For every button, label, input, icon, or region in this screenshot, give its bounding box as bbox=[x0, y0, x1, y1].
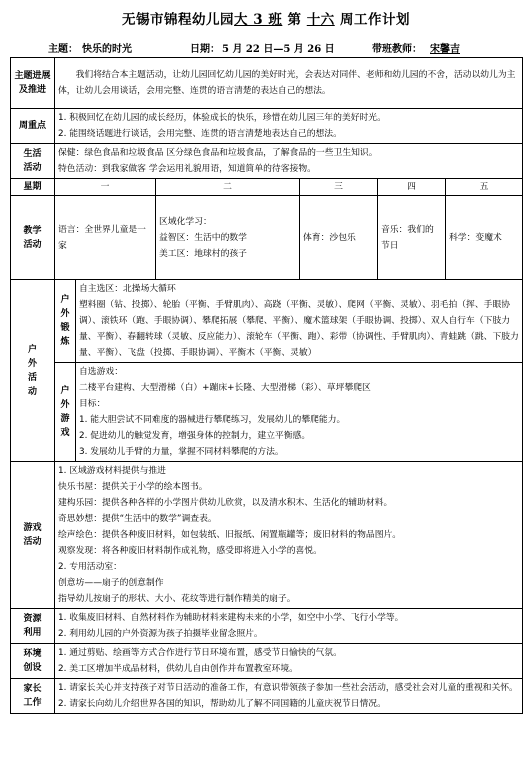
resources-label: 资源 利用 bbox=[11, 609, 55, 644]
row-parent-work bbox=[11, 679, 523, 714]
weekly-focus-text: 1. 积极回忆在幼儿园的成长经历，体验成长的快乐，珍惜在幼儿园三年的美好时光。 2. 能围绕话题进行谈话，会用完整、连贯的语言清楚地表达自己的想法。 bbox=[55, 109, 523, 144]
date-value: 5 月 22 日—5 月 26 日 bbox=[222, 44, 335, 55]
week-number: 十六 bbox=[306, 12, 335, 28]
theme-progress-text: 我们将结合本主题活动，让幼儿园回忆幼儿园的美好时光，会表达对同伴、老师和幼儿园的不舍，活动以幼儿为主体，让幼儿会用谈话，会用完整、连贯的语言清楚的表达自己的想法。 bbox=[55, 58, 523, 109]
environment-label: 环境 创设 bbox=[11, 644, 55, 679]
row-environment bbox=[11, 644, 523, 679]
date-label: 日期： bbox=[190, 44, 220, 55]
kindergarten-name: 无锡市锦程幼儿园 bbox=[122, 12, 235, 28]
class-name: 大 3 班 bbox=[234, 12, 283, 28]
play-activities-text: 1. 区域游戏材料提供与推进 快乐书屋：提供关于小学的绘本图书。 建构乐园：提供各种各样的小学图片供幼儿欣赏，以及清水积木、生活化的辅助材料。 奇思妙想：提供“生活中的数学”调查表。 绘声绘色：提供各种废旧材料，如包装纸、旧报纸、闲置瓶罐等；废旧材料的物品图片。 观察发现：将各种废旧材料制作成礼物，感受即将进入小学的喜悦。 2. 专用活动室： 创意坊——扇子的创意制作 指导幼儿按扇子的形状、大小、花纹等进行制作精美的扇子。 bbox=[55, 462, 523, 609]
teaching-fri: 科学：变魔术 bbox=[446, 196, 523, 280]
theme-label: 主题： bbox=[48, 44, 78, 55]
parent-work-text: 1. 请家长关心并支持孩子对节日活动的准备工作，有意识带领孩子参加一些社会活动，感受社会对儿童的重视和关怀。 2. 请家长向幼儿介绍世界各国的知识，帮助幼儿了解不同国籍的儿童庆祝节日情况。 bbox=[55, 679, 523, 714]
weekly-plan-table bbox=[10, 57, 523, 714]
teacher-value: 宋馨吉 bbox=[430, 44, 460, 55]
page-title bbox=[0, 8, 532, 28]
day-mon: 一 bbox=[55, 179, 156, 196]
play-activities-label: 游戏 活动 bbox=[11, 462, 55, 609]
outdoor-label: 户 外 活 动 bbox=[11, 280, 55, 462]
meta-line bbox=[0, 40, 532, 56]
teaching-thu: 音乐：我们的节日 bbox=[378, 196, 446, 280]
row-play-activities bbox=[11, 462, 523, 609]
teaching-mon: 语言：全世界儿童是一家 bbox=[55, 196, 156, 280]
outdoor-game-text: 自选游戏： 二楼平台建构、大型滑梯（白）+蹦床+长隆、大型滑梯（彩）、草坪攀爬区 目标： 1. 能大胆尝试不同难度的器械进行攀爬练习，发展幼儿的攀爬能力。 2. 促进幼儿的触觉发育，增强身体的控制力，建立平衡感。 3. 发展幼儿手臂的力量，掌握不同材料攀爬的方法。 bbox=[76, 363, 523, 462]
weekday-label: 星期 bbox=[11, 179, 55, 196]
row-outdoor-games bbox=[11, 363, 523, 462]
life-activities-text: 保健：绿色食品和垃圾食品 区分绿色食品和垃圾食品，了解食品的一些卫生知识。 特色活动：到我家做客 学会运用礼貌用语，知道简单的待客接物。 bbox=[55, 144, 523, 179]
environment-text: 1. 通过剪贴、绘画等方式合作进行节日环境布置，感受节日愉快的气氛。 2. 美工区增加半成品材料，供幼儿自由创作并布置教室环境。 bbox=[55, 644, 523, 679]
day-tue: 二 bbox=[156, 179, 300, 196]
theme-value: 快乐的时光 bbox=[82, 44, 132, 55]
row-outdoor-exercise bbox=[11, 280, 523, 363]
title-post: 周工作计划 bbox=[339, 12, 410, 28]
teaching-wed: 体育：沙包乐 bbox=[300, 196, 378, 280]
teaching-label: 教学 活动 bbox=[11, 196, 55, 280]
row-theme-progress bbox=[11, 58, 523, 109]
row-weekly-focus bbox=[11, 109, 523, 144]
weekly-focus-label: 周重点 bbox=[11, 109, 55, 144]
parent-work-label: 家长 工作 bbox=[11, 679, 55, 714]
day-fri: 五 bbox=[446, 179, 523, 196]
resources-text: 1. 收集废旧材料、自然材料作为辅助材料来建构未来的小学，如空中小学、飞行小学等。 2. 利用幼儿园的户外资源为孩子拍摄毕业留念照片。 bbox=[55, 609, 523, 644]
theme-progress-label: 主题进展 及推进 bbox=[11, 58, 55, 109]
row-weekday-header bbox=[11, 179, 523, 196]
row-teaching-activities bbox=[11, 196, 523, 280]
teaching-tue: 区域化学习： 益智区：生活中的数学 美工区：地球村的孩子 bbox=[156, 196, 300, 280]
outdoor-game-label: 户 外 游 戏 bbox=[55, 363, 76, 462]
day-thu: 四 bbox=[378, 179, 446, 196]
life-activities-label: 生活 活动 bbox=[11, 144, 55, 179]
row-resources bbox=[11, 609, 523, 644]
row-life-activities bbox=[11, 144, 523, 179]
outdoor-exercise-text: 自主选区：北操场大循环 塑料圈（钻、投掷）、轮胎（平衡、手臂肌肉）、高跷（平衡、灵敏）、爬网（平衡、灵敏）、羽毛拍（挥、手眼协调）、滚铁环（跑、手眼协调）、攀爬拓展（攀爬、平衡）、魔术篮球架（手眼协调、投掷）、双人自行车（下肢力量、平衡）、春翻转球（灵敏、反应能力）、滚轮车（平衡、跑）、彩带（协调性、手臂肌肉）、青蛙跳（跳、下肢力量、平衡）、飞盘（投掷、手眼协调）、平衡木（平衡、灵敏） bbox=[76, 280, 523, 363]
day-wed: 三 bbox=[300, 179, 378, 196]
title-mid: 第 bbox=[287, 12, 302, 28]
teacher-label: 带班教师： bbox=[372, 44, 422, 55]
outdoor-exercise-label: 户 外 锻 炼 bbox=[55, 280, 76, 363]
